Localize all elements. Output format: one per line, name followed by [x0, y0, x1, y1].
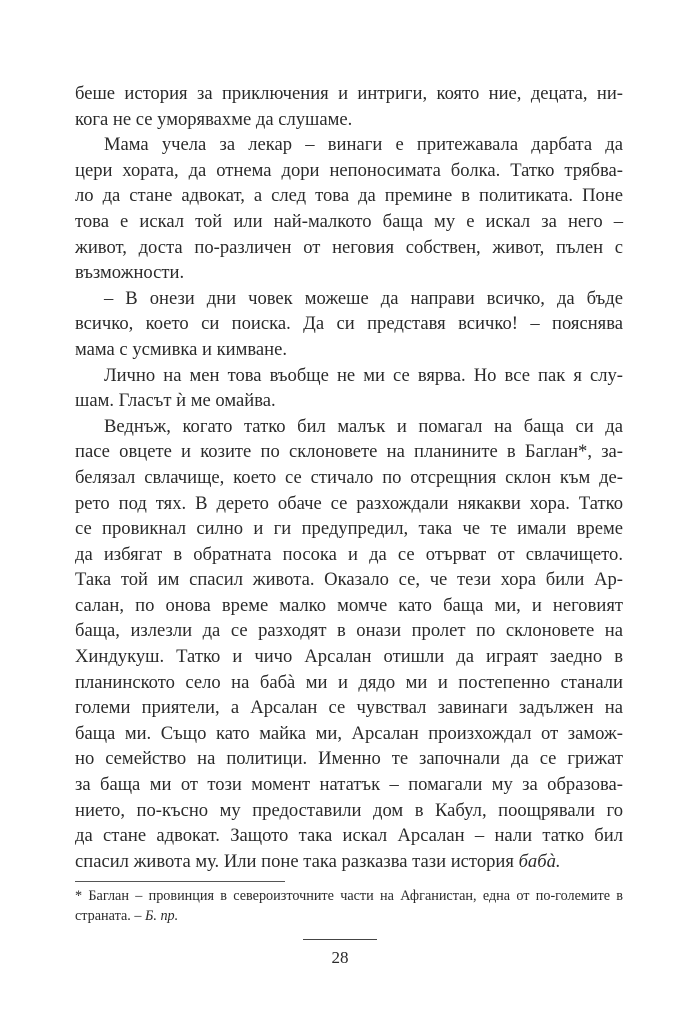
text-line: баща, излезли да се разходят в онази пролет по склоновете на [75, 620, 623, 642]
text-line: кога не се уморявахме да слушаме. [75, 108, 353, 130]
text-line: беше история за приключения и интриги, която ние, децата, ни- [75, 83, 623, 104]
text-line: нието, по-късно му предоставили дом в Кабул, поощрявали го [75, 799, 623, 821]
text-line: планинското село на бабà ми и дядо ми и постепенно станали [75, 671, 623, 693]
footnote-line-2 [75, 906, 623, 926]
page-number-rule [303, 939, 377, 940]
text-line: Хиндукуш. Татко и чичо Арсалан отишли да играят заедно в [75, 646, 623, 668]
text-line: Веднъж, когато татко бил малък и помагал на баща си да [104, 415, 623, 437]
text-line: но семейство на политици. Именно те започнали да се грижат [75, 748, 623, 770]
text-line: Мама учела за лекар – винаги е притежавала дарбата да [104, 134, 623, 156]
footnote-line-2-text: страната. – [75, 908, 145, 924]
text-line-final-roman: спасил живота му. Или поне така разказва тази история [75, 850, 514, 872]
text-line: Лично на мен това въобще не ми се вярва. Но все пак я слу- [104, 364, 623, 386]
text-line: – В онези дни човек можеше да направи всичко, да бъде [104, 287, 623, 309]
text-line: пасе овцете и козите по склоновете на планините в Баглан*, за- [75, 441, 623, 463]
text-line: белязал свлачище, което се стичало по отсрещния склон към де- [75, 466, 623, 488]
footnote [75, 886, 623, 926]
text-line: мама с усмивка и кимване. [75, 338, 288, 360]
body-text [75, 81, 623, 874]
text-line: живот, доста по-различен от неговия собствен, живот, пълен с [75, 236, 623, 258]
text-line: салан, по онова време малко момче като баща ми, и неговият [75, 594, 623, 616]
text-line: рето под тях. В дерето обаче се разхождали някакви хора. Татко [75, 492, 623, 514]
text-line: баща ми. Също като майка ми, Арсалан произхождал от замож- [75, 722, 623, 744]
footnote-line-1: * Баглан – провинция в североизточните части на Афганистан, една от по-големите в [75, 888, 623, 904]
page-number: 28 [331, 948, 349, 967]
text-line: за баща ми от този момент нататък – помагали му за образова- [75, 774, 623, 796]
footnote-translator-note: Б. пр. [145, 908, 179, 924]
text-line: Така той им спасил живота. Оказало се, че тези хора били Ар- [75, 569, 623, 591]
text-line: да избягат в обратната посока и да се отърват от свлачището. [75, 543, 623, 565]
text-line: шам. Гласът ѝ ме омайва. [75, 390, 276, 412]
text-line: се провикнал силно и ги предупредил, така че те имали време [75, 518, 623, 540]
text-line: да стане адвокат. Защото така искал Арсалан – нали татко бил [75, 825, 623, 847]
text-line: това е искал той или най-малкото баща му е искал за него – [75, 210, 623, 232]
text-line-final [75, 849, 623, 875]
text-line-final-italic: бабà. [518, 850, 561, 872]
text-line: цери хората, да отнема дори непоносимата болка. Татко трябва- [75, 159, 623, 181]
text-line: ло да стане адвокат, а след това да премине в политиката. Поне [75, 185, 623, 207]
text-line: възможности. [75, 262, 185, 284]
text-line: големи приятели, а Арсалан се чувствал завинаги задължен на [75, 697, 623, 719]
text-line: всичко, което си поиска. Да си представя всичко! – пояснява [75, 313, 623, 335]
footnote-divider [75, 881, 285, 882]
